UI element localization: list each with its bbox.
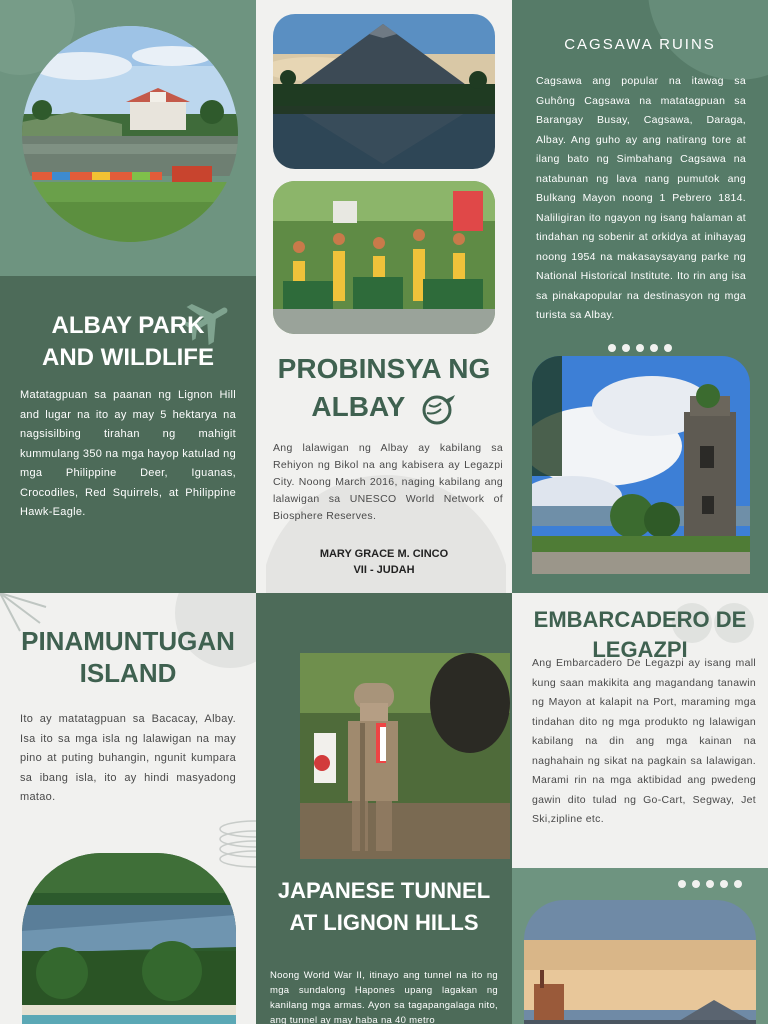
pinamuntugan-title-line2: ISLAND <box>79 658 177 688</box>
embarcadero-photo <box>524 900 756 1024</box>
pinamuntugan-island-photo <box>22 853 236 1024</box>
cover-description: Ang lalawigan ng Albay ay kabilang sa Rehiyon ng Bikol na ang kabisera ay Legazpi City. Noong March 2016, naging kabilang ang lalawigan sa UNESCO World Network of Biosphere Reserves. <box>273 442 503 522</box>
pinamuntugan-title <box>8 625 248 689</box>
embarcadero-description: Ang Embarcadero De Legazpi ay isang mall kung saan makikita ang magandang tanawin ng Mayon at kalapit na Port, maraming mga tindahan dito ng mga produkto ng lalawigan kabilang na din ang mga kainan na naghahain ng sikat na pagkain sa lalawigan. Marami rin na mga aktibidad ang pwedeng gawin dito tulad ng Go-Cart, Segway, Jet Ski,zipline etc. <box>532 657 756 825</box>
albay-park-photo <box>22 26 238 242</box>
cover-title-line1: PROBINSYA NG <box>277 353 491 384</box>
embarcadero-title-line1: EMBARCADERO DE <box>533 607 747 632</box>
mayon-volcano-photo <box>273 14 495 169</box>
ring-decoration <box>216 819 256 879</box>
cagsawa-ruins-photo <box>532 356 750 574</box>
cover-title <box>264 350 504 426</box>
author-block <box>256 546 512 578</box>
tunnel-title-line2: AT LIGNON HILLS <box>289 910 479 935</box>
tunnel-title-line1: JAPANESE TUNNEL <box>277 878 491 903</box>
albay-park-title <box>10 310 246 374</box>
albay-park-title-line2: AND WILDLIFE <box>42 344 214 371</box>
dots-decoration <box>678 880 742 888</box>
japanese-tunnel-title <box>264 875 504 939</box>
embarcadero-panel <box>512 593 768 868</box>
author-section: VII - JUDAH <box>353 564 415 576</box>
festival-dancers-photo <box>273 181 495 334</box>
cagsawa-panel <box>512 0 768 593</box>
japanese-tunnel-photo <box>300 653 510 859</box>
dots-decoration <box>608 344 672 352</box>
cagsawa-description: Cagsawa ang popular na itawag sa Guhông Cagsawa na matatagpuan sa Barangay Busay, Cagsawa, Daraga, Albay. Ang guho ay ang natirang tore at ilang bato ng Simbahang Cagsawa na natabunan ng lava nang pumutok ang Bulkang Mayon noong 1 Pebrero 1814. Naliligiran ito ngayon ng isang halaman at tindahan ng sobenir at orkidya at inihayag noong 1954 na makasaysayang parke ng National Historical Institute. Ito rin ang isa sa pinakapopular na destinasyon ng mga turista sa Albay. <box>536 75 746 321</box>
cover-title-line2: ALBAY <box>311 391 405 422</box>
cagsawa-title: CAGSAWA RUINS <box>564 36 716 53</box>
albay-park-description: Matatagpuan sa paanan ng Lignon Hill and lugar na ito ay may 5 hektarya na nagsisilbing tirahan ng mahigit kummulang 350 na mga hayop katulad ng mga Philippine Deer, Iguanas, Crocodiles, Red Squirrels, at Philippine Hawk-Eagle. <box>20 389 236 518</box>
pinamuntugan-panel <box>0 593 256 1024</box>
cover-panel <box>256 0 512 593</box>
japanese-tunnel-description: Noong World War II, itinayo ang tunnel na ito ng mga sundalong Hapones upang lagakan ng kanilang mga armas. Ayon sa tagapangalaga nito, ang tunnel ay may haba na 40 metro <box>270 970 498 1024</box>
embarcadero-photo-panel <box>512 868 768 1024</box>
pinamuntugan-title-line1: PINAMUNTUGAN <box>21 626 235 656</box>
author-name: MARY GRACE M. CINCO <box>319 548 449 560</box>
japanese-tunnel-panel <box>256 593 512 1024</box>
embarcadero-title-line2: LEGAZPI <box>592 637 688 662</box>
albay-park-panel <box>0 276 256 593</box>
albay-park-title-line1: ALBAY PARK <box>51 312 205 339</box>
globe-plane-icon <box>419 393 457 425</box>
albay-park-photo-panel <box>0 0 256 276</box>
pinamuntugan-description: Ito ay matatagpuan sa Bacacay, Albay. Isa ito sa mga isla ng lalawigan na may pino at puting buhangin, ngunit kumpara sa ibang isla, ito ay hindi masyadong matao. <box>20 713 236 803</box>
